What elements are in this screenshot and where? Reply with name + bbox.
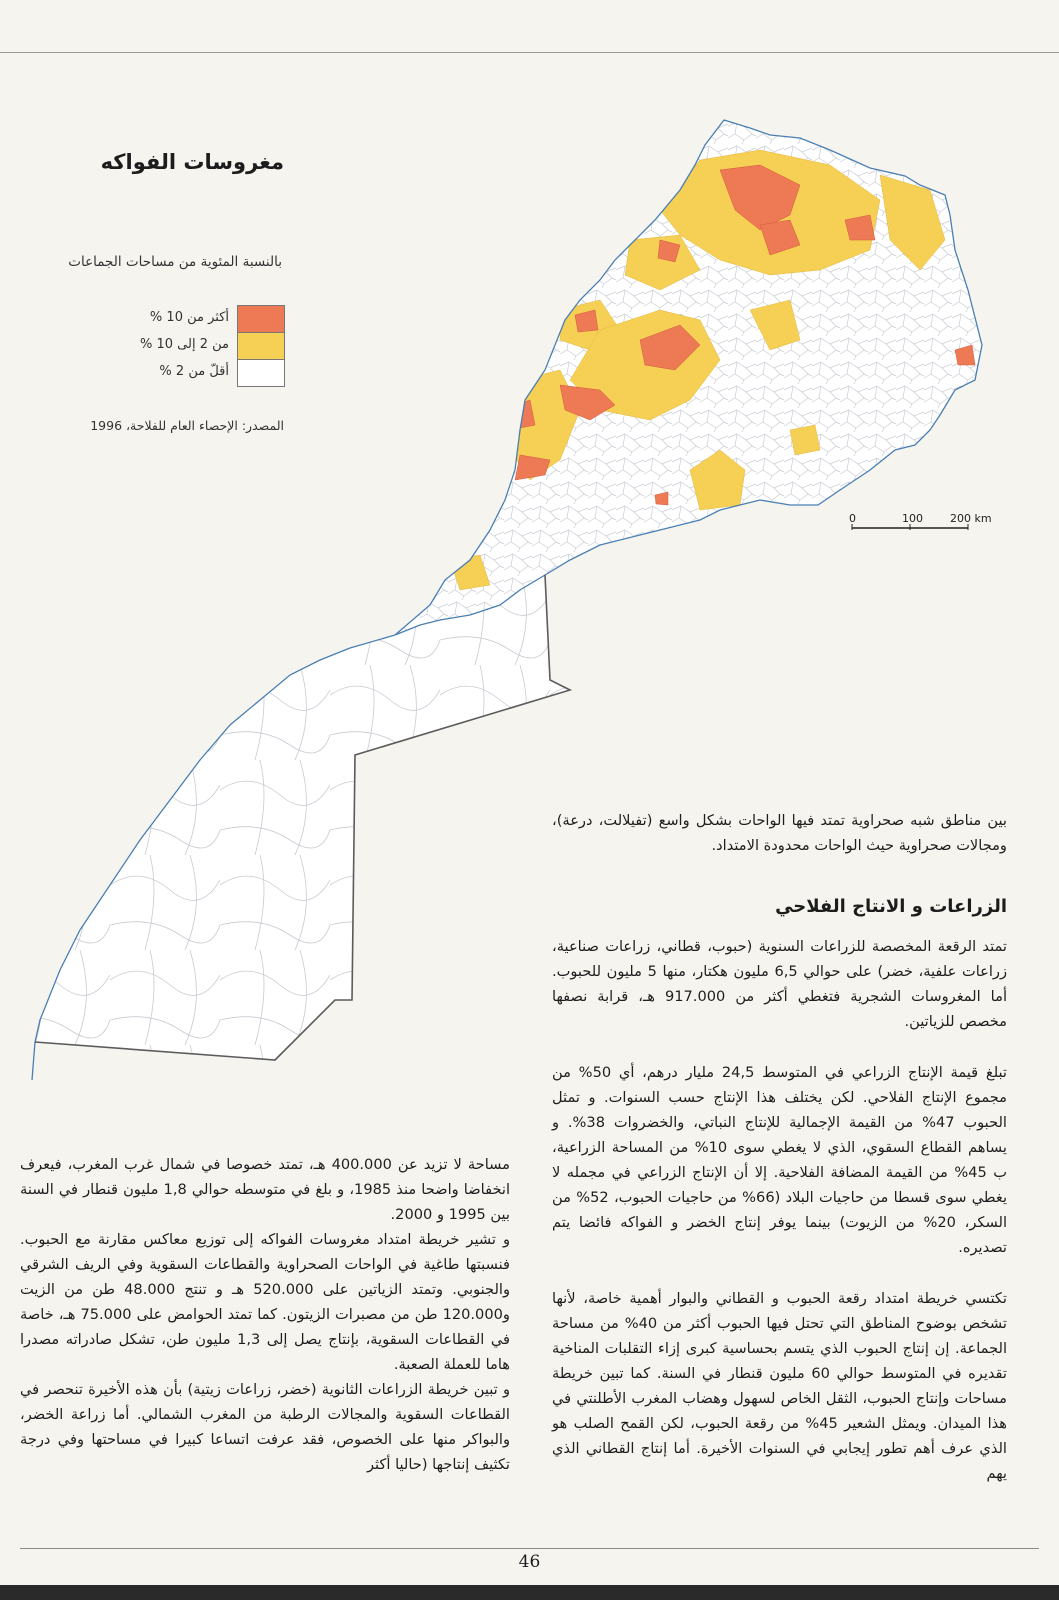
legend-label-high: أكثر من 10 %	[149, 310, 229, 325]
intro-text: بين مناطق شبه صحراوية تمتد فيها الواحات بشكل واسع (تفيلالت، درعة)، ومجالات صحراوية حيث الواحات محدودة الامتداد.	[552, 812, 1007, 854]
legend-label-mid: من 2 إلى 10 %	[139, 337, 229, 352]
paragraph-2	[552, 1060, 1007, 1260]
legend-swatch-low	[237, 359, 285, 387]
section-heading: الزراعات و الانتاج الفلاحي	[775, 896, 1007, 917]
left-column	[20, 1152, 510, 1477]
paragraph-2-text: تبلغ قيمة الإنتاج الزراعي في المتوسط 24,5 مليار درهم، أي 50% من مجموع الإنتاج الفلاحي. لكن يختلف هذا الإنتاج حسب السنوات. و تمثل الحبوب 47% من القيمة الإجمالية للإنتاج النباتي، والخضروات 38%. و يساهم القطاع السقوي، الذي لا يغطي سوى 10% من المساحة الزراعية، ب 45% من القيمة المضافة الفلاحية. إلا أن الإنتاج الزراعي في مجمله لا يغطي سوى قسطا من حاجيات البلاد (66% من حاجيات الحبوب، 52% من السكر، 20% من الزيوت) بينما يوفر إنتاج الخضر و الفواكه فائضا يتم تصديره.	[552, 1064, 1008, 1256]
paragraph-1	[552, 934, 1007, 1034]
paragraph-1-text: تمتد الرقعة المخصصة للزراعات السنوية (حبوب، قطاني، زراعات صناعية، زراعات علفية، خضر) على حوالي 6,5 مليون هكتار، منها 5 مليون للحبوب. أما المغروسات الشجرية فتغطي أكثر من 917.000 هـ، قرابة نصفها مخصص للزياتين.	[552, 938, 1008, 1030]
legend-label-low: أقلّ من 2 %	[159, 364, 229, 379]
scale-tick-0: 0	[849, 512, 856, 525]
left-paragraph-1: مساحة لا تزيد عن 400.000 هـ، تمتد خصوصا في شمال غرب المغرب، فيعرف انخفاضا واضحا منذ 1985، و بلغ في متوسطه حوالي 1,8 مليون قنطار في السنة بين 1995 و 2000.	[20, 1156, 510, 1223]
legend-swatch-high	[237, 305, 285, 333]
scale-tick-100: 100	[902, 512, 923, 525]
scale-tick-200: 200 km	[950, 512, 992, 525]
footer-bar	[0, 1585, 1059, 1600]
bottom-rule	[20, 1548, 1039, 1549]
legend-subtitle: بالنسبة المئوية من مساحات الجماعات	[68, 254, 282, 270]
legend-swatch-mid	[237, 332, 285, 360]
left-paragraph-2: و تشير خريطة امتداد مغروسات الفواكه إلى توزيع معاكس مقارنة مع الحبوب. فنسبتها طاغية في الواحات الصحراوية والقطاعات السقوية وفي الريف الشرقي والجنوبي. وتمتد الزياتين على 520.000 هـ و تنتج 48.000 طن من الزيت و120.000 طن من مصبرات الزيتون. كما تمتد الحوامض على 75.000 هـ، خاصة في القطاعات السقوية، بإنتاج يصل إلى 1,3 مليون طن، تشكل صادراته مصدرا هاما للعملة الصعبة.	[20, 1231, 510, 1373]
intro-paragraph	[552, 808, 1007, 858]
paragraph-3-text: تكتسي خريطة امتداد رقعة الحبوب و القطاني والبوار أهمية خاصة، لأنها تشخص بوضوح المناطق التي تحتل فيها الحبوب أكثر من 40% من مساحة الجماعة. إن إنتاج الحبوب الذي يتسم بحساسية كبرى إزاء التقلبات المناخية تقديره في المتوسط حوالي 60 مليون قنطار في السنة. كما تبين خريطة مساحات وإنتاج الحبوب، الثقل الخاص لسهول وهضاب المغرب الأطلنتي في هذا الميدان. ويمثل الشعير 45% من رقعة الحبوب، لكن القمح الصلب هو الذي عرف أهم تطور إيجابي في السنوات الأخيرة. أما إنتاج القطاني الذي يهم	[552, 1290, 1007, 1482]
map-title: مغروسات الفواكه	[100, 150, 284, 174]
map-source: المصدر: الإحصاء العام للفلاحة، 1996	[90, 418, 284, 433]
left-paragraph-3: و تبين خريطة الزراعات الثانوية (خضر، زراعات زيتية) بأن هذه الأخيرة تنحصر في القطاعات السقوية والمجالات الرطبة من المغرب الشمالي. أما زراعة الخضر، والبواكر منها على الخصوص، فقد عرفت اتساعا كبيرا في مساحتها وفي درجة تكثيف إنتاجها (حاليا أكثر	[20, 1381, 510, 1473]
paragraph-3	[552, 1286, 1007, 1486]
page-number: 46	[518, 1552, 541, 1572]
